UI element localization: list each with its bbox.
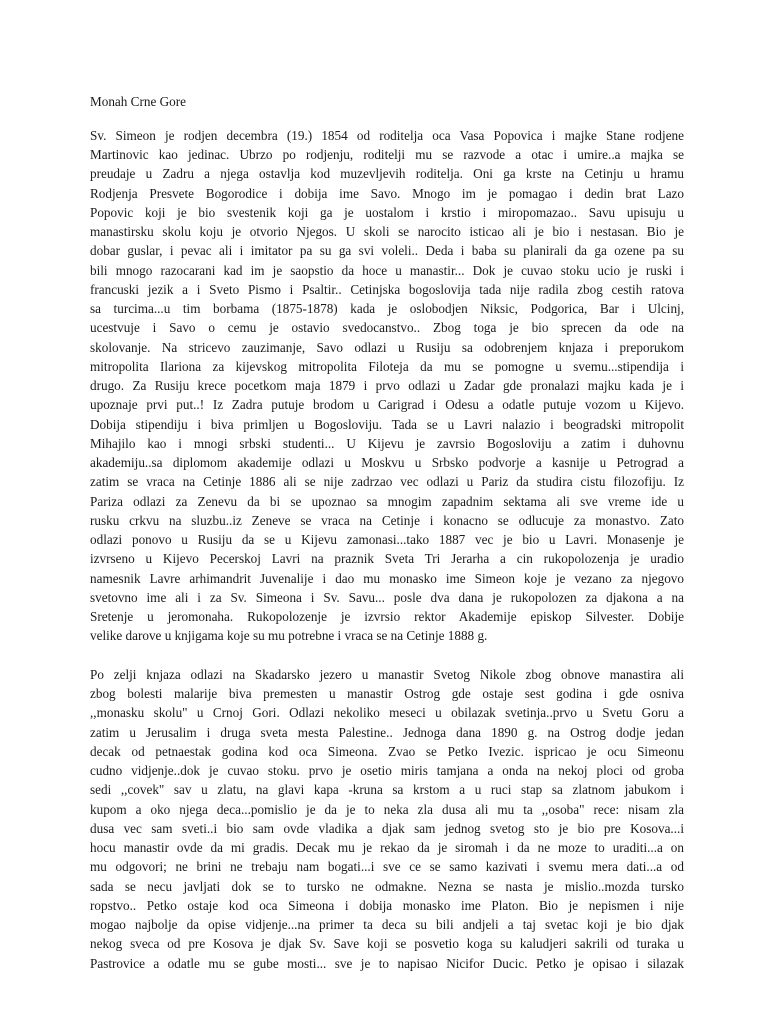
text-line: velike darove u knjigama koje su mu potrebne i vraca se na Cetinje 1888 g. [90, 628, 488, 644]
text-line: Mihajilo kao i mnogi srbski studenti... U Kijevu je zavrsio Bogosloviju a zatim i duhovnu [90, 435, 684, 451]
text-line: Rodjenja Presvete Bogorodice i dobija ime Savo. Mnogo im je pomagao i dedin brat Lazo [90, 185, 684, 201]
text-line: Sretenje u jeromonaha. Rukopolozenje je izvrsio rektor Akademije episkop Silvester. Dobije [90, 609, 684, 624]
paragraph-2 [90, 665, 684, 973]
text-line: rusku crkvu na sluzbu..iz Zeneve se vraca na Cetinje i konacno se odlucuje za monastvo. Zato [90, 512, 684, 528]
text-line: sada se necu javljati dok se to tursko ne odmakne. Nezna se nasta je mislio..mozda tursko [90, 878, 684, 894]
text-line: mu odgovori; ne brini ne trebaju nam bogati...i sve ce se samo kazivati i svemu mera dati...a od [90, 859, 684, 875]
text-line: sedi ,,covek" sav u zlatu, na glavi kapa -kruna sa krstom a u ruci stap sa zlatnom jabukom i [90, 782, 684, 798]
paragraph-gap [90, 646, 684, 665]
text-line: odlazi ponovo u Rusiju da se u Kijevu zamonasi...tako 1887 vec je bio u Lavri. Monasenje je [90, 532, 684, 547]
text-line: kupom a oko njega deca...pomislio je da je to neka zla dusa ali mu ta ,,osoba" rece: nisam zla [90, 801, 684, 817]
text-line: dobar guslar, i pevac ali i imitator pa su ga svi voleli.. Deda i baba su planirali da ga ozene pa su [90, 243, 684, 259]
text-line: zbog bolesti malarije biva premesten u manastir Ostrog gde ostaje sest godina i gde osniva [90, 686, 684, 701]
text-line: zatim u Jerusalim i druga sveta mesta Palestine.. Jednoga dana 1890 g. na Ostrog dodje jedan [90, 724, 684, 740]
text-line: Popovic koji je bio svestenik koji ga je uostalom i krstio i miropomazao.. Savu upisuju u [90, 204, 684, 220]
text-line: bili mnogo razocarani kad im je saopstio da hoce u manastir... Dok je cuvao stoku ucio je ruski i [90, 262, 684, 278]
text-line: francuski jezik a i Sveto Pismo i Psaltir.. Cetinjska bogoslovija tada nije radila zbog cestih ratova [90, 281, 684, 297]
text-line: svetovno ime ali i za Sv. Simeona i Sv. Savu... posle dva dana je rukopolozen za djakona a na [90, 589, 684, 605]
text-line: ucestvuje i Savo o cemu je ostavio svedocanstvo.. Zbog toga je bio sprecen da ode na [90, 320, 684, 336]
text-line: Pastrovice a odatle mu se gube mosti... sve je to napisao Nicifor Ducic. Petko je opisao i silazak [90, 955, 684, 971]
text-line: dusa vec sam sveti..i bio sam ovde vladika a djak sam jednog svetog sto je bio pre Kosova...i [90, 820, 684, 836]
text-line: Po zelji knjaza odlazi na Skadarsko jezero u manastir Svetog Nikole zbog obnove manastira ali [90, 666, 684, 682]
paragraph-1 [90, 126, 684, 646]
text-line: ,,monasku skolu" u Crnoj Gori. Odlazi nekoliko meseci u obilazak svetinja..prvo u Svetu Goru a [90, 705, 684, 721]
text-line: upoznaje prvi put..! Iz Zadra putuje brodom u Carigrad i Odesu a odatle putuje vozom u Kijevo. [90, 397, 684, 413]
text-line: zatim se vraca na Cetinje 1886 ali se nije zadrzao vec odlazi u Pariz da studira cistu filozofiju. Iz [90, 474, 684, 490]
text-line: manastirsku skolu koju je otvorio Njegos. U skoli se narocito isticao ali je bio i nestasan. Bio je [90, 224, 684, 239]
text-line: decak od petnaestak godina kod oca Simeona. Zvao se Petko Ivezic. ispricao je ocu Simeonu [90, 743, 684, 759]
text-line: hocu manastir ovde da mi gradis. Decak mu je rekao da je siromah i da ne moze to uraditi...a on [90, 840, 684, 855]
text-line: mitropolita Ilariona za kijevskog mitropolita Filoteja da mu se pomogne u svemu...stipendija i [90, 358, 684, 374]
text-line: ropstvo.. Petko ostaje kod oca Simeona i dobija monasko ime Platon. Bio je nepismen i nije [90, 897, 684, 913]
text-line: cudno vidjenje..dok je cuvao stoku. prvo je osetio miris tamjana a onda na nekoj ploci od groba [90, 763, 684, 778]
text-line: Pariza odlazi za Zenevu da bi se upoznao sa mnogim zapadnim sektama ali sve vreme ide u [90, 493, 684, 509]
text-line: skolovanje. Na stricevo zauzimanje, Savo odlazi u Rusiju sa odobrenjem knjaza i preporukom [90, 339, 684, 355]
text-line: sa turcima...u tim borbama (1875-1878) kada je oslobodjen Niksic, Podgorica, Bar i Ulcinj, [90, 301, 684, 316]
text-line: mogao najbolje da opise vidjenje...na primer ta deca su bili andjeli a taj svetac koji je bio djak [90, 917, 684, 932]
document-title: Monah Crne Gore [90, 94, 186, 109]
text-line: Dobija stipendiju i biva primljen u Bogosloviju. Tada se u Lavri nalazio i beogradski mitropolit [90, 416, 684, 432]
text-line: izvrseno u Kijevo Pecerskoj Lavri na praznik Sveta Tri Jerarha a cin rukopolozenja je uradio [90, 551, 684, 567]
text-line: drugo. Za Rusiju krece pocetkom maja 1879 i prvo odlazi u Zadar gde pronalazi majku kada je i [90, 378, 684, 393]
text-line: nekog sveca od pre Kosova je djak Sv. Save koji se posvetio koga su kaludjeri sakrili od turaka u [90, 936, 684, 952]
text-line: namesnik Lavre arhimandrit Juvenalije i dao mu monasko ime Simeon koje je vezano za njegovo [90, 570, 684, 586]
text-line: Sv. Simeon je rodjen decembra (19.) 1854 od roditelja oca Vasa Popovica i majke Stane rodjene [90, 127, 684, 143]
text-line: akademiju..sa diplomom akademije odlazi u Moskvu u Srbsko podvorje a kasnije u Petrograd a [90, 455, 684, 470]
text-line: Martinovic kao jedinac. Ubrzo po rodjenju, roditelji mu se razvode a otac i umire..a majka se [90, 147, 684, 162]
text-line: preudaje u Zadru a njega ostavlja kod muzevljevih roditelja. Oni ga krste na Cetinju u hramu [90, 166, 684, 182]
document-page [90, 92, 684, 973]
